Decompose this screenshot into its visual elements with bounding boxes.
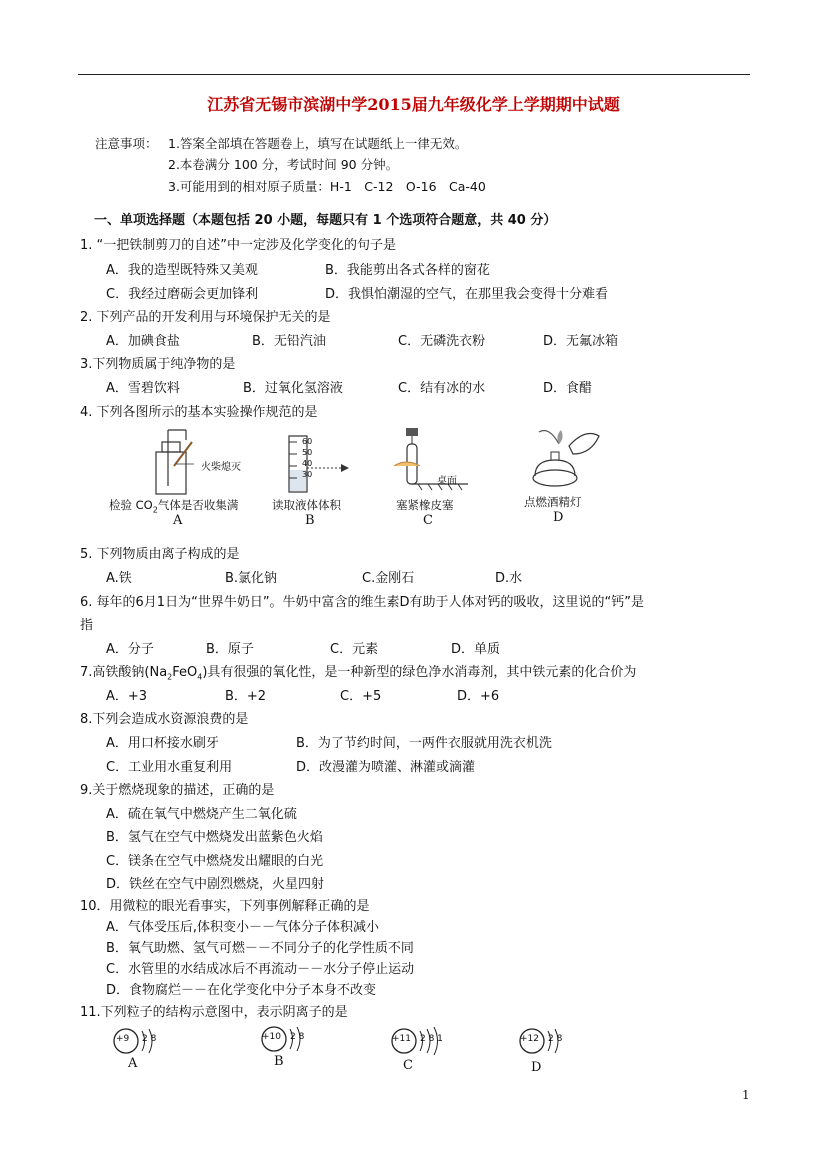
question-1-stem: 1. “一把铁制剪刀的自述”中一定涉及化学变化的句子是 — [80, 238, 397, 253]
figure-c-table-label: 桌面 — [437, 476, 457, 487]
section-heading: 一、单项选择题（本题包括 20 小题，每题只有 1 个选项符合题意，共 40 分） — [94, 213, 557, 228]
question-2-option-d: D．无氟冰箱 — [543, 334, 619, 349]
question-6-stem-line-2: 指 — [80, 618, 94, 633]
page-title: 江苏省无锡市滨湖中学2015届九年级化学上学期期中试题 — [207, 95, 620, 114]
question-9-stem: 9.关于燃烧现象的描述，正确的是 — [80, 783, 275, 798]
question-8-stem: 8.下列会造成水资源浪费的是 — [80, 712, 249, 727]
question-6-option-b: B．原子 — [206, 642, 254, 657]
question-1-option-d: D．我惧怕潮湿的空气，在那里我会变得十分难看 — [325, 287, 609, 302]
atom-b-letter: B — [274, 1054, 284, 1069]
question-2-option-c: C．无磷洗衣粉 — [398, 334, 486, 349]
question-6-option-d: D．单质 — [451, 642, 501, 657]
figure-c-caption: 塞紧橡皮塞 — [396, 498, 454, 512]
question-7-option-c: C．+5 — [340, 689, 382, 704]
question-9-option-b: B．氢气在空气中燃烧发出蓝紫色火焰 — [106, 830, 323, 845]
question-9-option-d: D．铁丝在空气中剧烈燃烧，火星四射 — [106, 877, 325, 892]
question-10-option-b: B．氧气助燃、氢气可燃－－不同分子的化学性质不同 — [106, 941, 414, 956]
question-11-stem: 11.下列粒子的结构示意图中，表示阴离子的是 — [80, 1005, 348, 1020]
question-5-stem: 5. 下列物质由离子构成的是 — [80, 547, 240, 562]
question-6-option-c: C．元素 — [330, 642, 379, 657]
question-1-option-b: B．我能剪出各式各样的窗花 — [325, 263, 490, 278]
question-2-option-b: B．无铅汽油 — [252, 334, 326, 349]
atom-diagram-c: +11 2 8 1 — [389, 1024, 455, 1058]
atom-diagram-a: +9 2 8 — [111, 1024, 171, 1058]
figure-d-letter: D — [553, 510, 564, 525]
figure-c-test-tube-stopper — [392, 424, 472, 494]
question-8-option-a: A．用口杯接水刷牙 — [106, 736, 219, 751]
notice-line-3: 3.可能用到的相对原子质量：H-1 C-12 O-16 Ca-40 — [168, 179, 486, 194]
header-rule — [78, 74, 750, 75]
notice-label: 注意事项： — [95, 136, 158, 151]
atom-a-letter: A — [128, 1056, 138, 1071]
question-5-option-a: A.铁 — [106, 571, 132, 586]
question-6-stem-line-1: 6. 每年的6月1日为“世界牛奶日”。牛奶中富含的维生素D有助于人体对钙的吸收，这里说的“钙”是 — [80, 595, 645, 610]
question-10-stem: 10．用微粒的眼光看事实，下列事例解释正确的是 — [80, 899, 370, 914]
notice-line-2: 2.本卷满分 100 分，考试时间 90 分钟。 — [168, 157, 399, 172]
question-8-option-c: C．工业用水重复利用 — [106, 760, 233, 775]
question-6-option-a: A．分子 — [106, 642, 154, 657]
question-8-option-d: D．改漫灌为喷灌、淋灌或滴灌 — [296, 760, 476, 775]
question-2-stem: 2. 下列产品的开发利用与环境保护无关的是 — [80, 310, 331, 325]
question-3-option-a: A．雪碧饮料 — [106, 381, 180, 396]
question-4-stem: 4. 下列各图所示的基本实验操作规范的是 — [80, 405, 318, 420]
question-9-option-a: A．硫在氧气中燃烧产生二氧化硫 — [106, 807, 297, 822]
figure-a-match-label: 火柴熄灭 — [201, 462, 241, 473]
question-3-option-c: C．结有冰的水 — [398, 381, 486, 396]
figure-a-letter: A — [173, 513, 183, 528]
atom-diagram-d: +12 2 8 — [517, 1024, 583, 1058]
question-3-option-d: D．食醋 — [543, 381, 593, 396]
question-9-option-c: C．镁条在空气中燃烧发出耀眼的白光 — [106, 854, 324, 869]
question-1-option-a: A．我的造型既特殊又美观 — [106, 263, 258, 278]
question-10-option-d: D．食物腐烂－－在化学变化中分子本身不改变 — [106, 983, 377, 998]
atom-c-letter: C — [403, 1058, 413, 1073]
figure-d-caption: 点燃酒精灯 — [524, 495, 582, 509]
figure-b-ticks: 60 50 40 30 — [302, 437, 313, 479]
figure-b-graduated-cylinder — [285, 436, 355, 496]
question-3-stem: 3.下列物质属于纯净物的是 — [80, 357, 236, 372]
question-1-option-c: C．我经过磨砺会更加锋利 — [106, 287, 259, 302]
figure-b-caption: 读取液体体积 — [272, 498, 341, 512]
atom-diagram-b: +10 2 8 — [259, 1022, 319, 1056]
question-3-option-b: B．过氧化氢溶液 — [243, 381, 343, 396]
question-10-option-a: A．气体受压后,体积变小－－气体分子体积减小 — [106, 920, 380, 935]
question-7-option-d: D．+6 — [457, 689, 500, 704]
question-5-option-b: B.氯化钠 — [225, 571, 278, 586]
question-7-option-b: B．+2 — [225, 689, 267, 704]
question-7-stem: 7.高铁酸钠$(Na_2FeO_4)$具有很强的氧化性，是一种新型的绿色净水消毒剂，其中铁元素的化合价为 — [80, 665, 637, 682]
page-number: 1 — [742, 1088, 750, 1102]
figure-c-letter: C — [423, 513, 433, 528]
question-7-option-a: A．+3 — [106, 689, 148, 704]
figure-b-letter: B — [305, 513, 315, 528]
question-5-option-c: C.金刚石 — [362, 571, 415, 586]
question-8-option-b: B．为了节约时间，一两件衣服就用洗衣机洗 — [296, 736, 552, 751]
figure-a-caption: 检验 $CO_2$气体是否收集满 — [109, 498, 239, 515]
atom-d-letter: D — [531, 1060, 542, 1075]
notice-line-1: 1.答案全部填在答题卷上，填写在试题纸上一律无效。 — [168, 136, 468, 151]
question-5-option-d: D.水 — [495, 571, 523, 586]
figure-d-alcohol-lamp — [525, 424, 605, 490]
question-2-option-a: A．加碘食盐 — [106, 334, 180, 349]
question-10-option-c: C．水管里的水结成冰后不再流动－－水分子停止运动 — [106, 962, 415, 977]
